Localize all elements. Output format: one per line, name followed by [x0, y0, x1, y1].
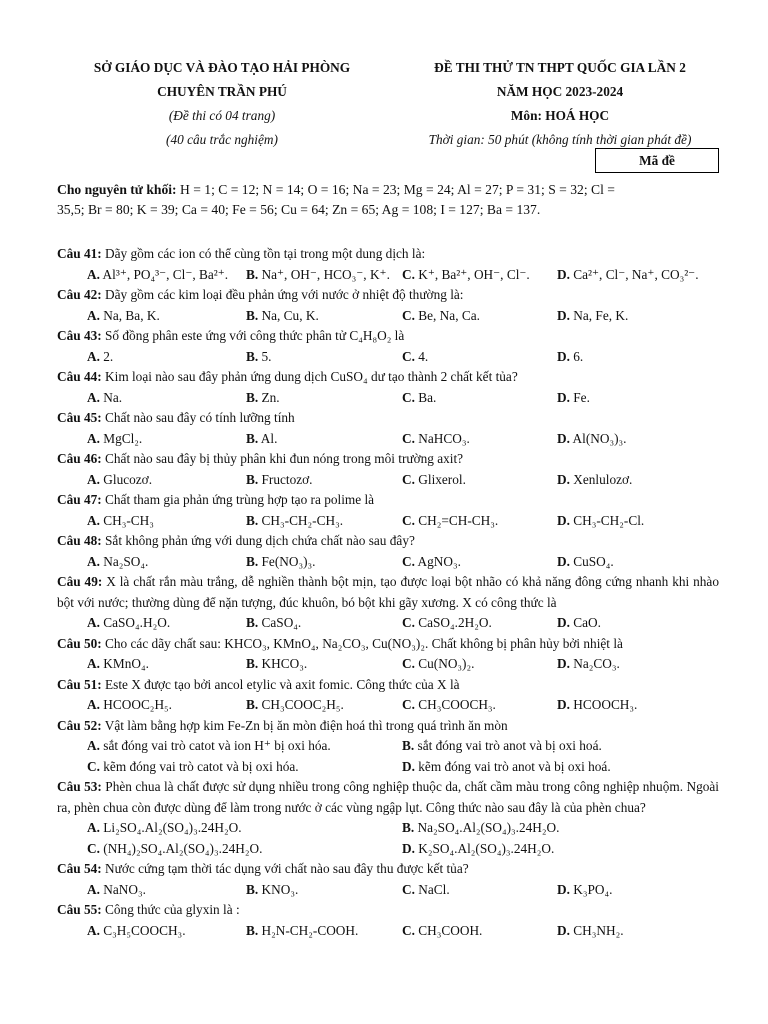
options-row	[57, 818, 719, 839]
atomic-masses-label: Cho nguyên tử khối:	[57, 182, 177, 197]
option-text: Xenlulozơ.	[573, 471, 633, 487]
answer-option[interactable]	[246, 921, 358, 942]
option-text: Al.	[260, 430, 278, 446]
question-text: Kim loại nào sau đây phản ứng dung dịch CuSO₄ dư tạo thành 2 chất kết tủa?	[101, 369, 518, 384]
option-text: 2.	[103, 348, 114, 364]
question-stem	[57, 675, 719, 696]
option-text: Na, Ba, K.	[103, 307, 160, 323]
options-row	[57, 265, 719, 286]
option-text: CuSO₄.	[573, 553, 614, 569]
option-letter: D.	[557, 922, 570, 938]
question-stem	[57, 634, 719, 655]
question	[57, 859, 719, 900]
answer-option[interactable]	[87, 552, 148, 573]
question-text: Sắt không phản ứng với dung dịch chứa chất nào sau đây?	[101, 533, 415, 548]
option-letter: C.	[87, 758, 100, 774]
answer-option[interactable]	[402, 429, 470, 450]
question-number: Câu 52:	[57, 717, 102, 733]
answer-option[interactable]	[246, 654, 307, 675]
answer-option[interactable]	[246, 470, 313, 491]
option-letter: D.	[402, 758, 415, 774]
option-letter: C.	[402, 881, 415, 897]
option-text: Na, Cu, K.	[261, 307, 319, 323]
option-letter: C.	[402, 348, 415, 364]
option-letter: D.	[557, 266, 570, 282]
option-letter: D.	[557, 348, 570, 364]
answer-option[interactable]	[557, 388, 590, 409]
school-name: CHUYÊN TRẦN PHÚ	[157, 84, 287, 99]
option-letter: C.	[402, 553, 415, 569]
exam-code-box: Mã đề	[595, 148, 719, 173]
option-text: kẽm đóng vai trò catot và bị oxi hóa.	[103, 758, 299, 774]
answer-option[interactable]	[87, 757, 299, 778]
option-text: Na₂SO₄.Al₂(SO₄)₃.24H₂O.	[417, 820, 560, 835]
question	[57, 244, 719, 285]
option-text: KHCO₃.	[261, 656, 308, 671]
option-text: K⁺, Ba²⁺, OH⁻, Cl⁻.	[418, 266, 530, 282]
option-text: CH₃-CH₃	[103, 512, 154, 528]
options-row	[57, 921, 719, 942]
question-text: X là chất rắn màu trắng, dễ nghiền thành bột mịn, tạo được loại bột nhão có khả năng đông cứng nhanh khi nhào bột với nước; thường dùng để nặn tượng, đúc khuôn, bó bột khi gãy xương. X có công thức là	[57, 574, 719, 610]
answer-option[interactable]	[557, 695, 637, 716]
option-letter: A.	[87, 615, 100, 630]
answer-option[interactable]	[557, 921, 624, 942]
option-text: CH₃-CH₂-Cl.	[573, 512, 645, 528]
option-text: KNO₃.	[261, 881, 299, 897]
option-text: CaSO₄.H₂O.	[103, 615, 171, 630]
answer-option[interactable]	[557, 613, 601, 634]
question-text: Vật làm bằng hợp kim Fe-Zn bị ăn mòn điện hoá thì trong quá trình ăn mòn	[101, 717, 508, 733]
question-stem	[57, 367, 719, 388]
option-letter: C.	[402, 656, 415, 671]
option-letter: A.	[87, 389, 100, 405]
question	[57, 326, 719, 367]
atomic-masses-line1: H = 1; C = 12; N = 14; O = 16; Na = 23; Mg = 24; Al = 27; P = 31; S = 32; Cl =	[176, 182, 615, 197]
answer-option[interactable]	[87, 511, 154, 532]
option-text: Al³⁺, PO₄³⁻, Cl⁻, Ba²⁺.	[102, 266, 229, 282]
option-text: AgNO₃.	[417, 553, 461, 569]
question-list	[57, 244, 719, 941]
question-number: Câu 51:	[57, 676, 102, 692]
option-text: Glixerol.	[418, 471, 466, 487]
question-stem	[57, 859, 719, 880]
option-text: Na⁺, OH⁻, HCO₃⁻, K⁺.	[261, 266, 390, 282]
options-row	[57, 757, 719, 778]
answer-option[interactable]	[87, 388, 122, 409]
answer-option[interactable]	[402, 306, 480, 327]
option-text: NaHCO₃.	[418, 430, 470, 446]
answer-option[interactable]	[402, 818, 559, 839]
answer-option[interactable]	[87, 429, 142, 450]
question-number: Câu 49:	[57, 574, 103, 589]
options-row	[57, 839, 719, 860]
question-number: Câu 42:	[57, 287, 102, 302]
answer-option[interactable]	[246, 347, 272, 368]
option-text: Fe(NO₃)₃.	[261, 553, 316, 569]
answer-option[interactable]	[402, 552, 461, 573]
question	[57, 716, 719, 778]
option-text: (NH₄)₂SO₄.Al₂(SO₄)₃.24H₂O.	[103, 840, 263, 856]
question-text: Chất tham gia phản ứng trùng hợp tạo ra polime là	[101, 492, 375, 507]
option-letter: B.	[246, 266, 259, 282]
option-text: Na, Fe, K.	[573, 307, 629, 323]
answer-option[interactable]	[402, 470, 466, 491]
answer-option[interactable]	[402, 654, 474, 675]
question	[57, 531, 719, 572]
option-letter: B.	[246, 307, 259, 323]
option-letter: A.	[87, 266, 100, 282]
answer-option[interactable]	[87, 839, 262, 860]
question-stem	[57, 900, 719, 921]
option-text: 5.	[261, 348, 272, 364]
answer-option[interactable]	[557, 880, 612, 901]
exam-title: ĐỀ THI THỬ TN THPT QUỐC GIA LẦN 2	[434, 60, 686, 75]
question-number: Câu 47:	[57, 492, 102, 507]
atomic-masses	[57, 180, 719, 220]
duration: Thời gian: 50 phút (không tính thời gian phát đề)	[428, 132, 692, 147]
question	[57, 777, 719, 859]
answer-option[interactable]	[246, 880, 298, 901]
question-number: Câu 43:	[57, 328, 102, 343]
option-text: Fe.	[573, 389, 590, 405]
question-number: Câu 41:	[57, 246, 102, 261]
question-stem	[57, 408, 719, 429]
answer-option[interactable]	[557, 429, 627, 450]
question-text: Chất nào sau đây bị thủy phân khi đun nóng trong môi trường axit?	[101, 451, 464, 466]
options-row	[57, 347, 719, 368]
option-text: CaO.	[573, 615, 601, 630]
question	[57, 490, 719, 531]
option-letter: B.	[402, 820, 415, 835]
answer-option[interactable]	[246, 388, 280, 409]
option-letter: A.	[87, 553, 100, 569]
question	[57, 367, 719, 408]
question	[57, 449, 719, 490]
option-letter: B.	[246, 697, 259, 712]
answer-option[interactable]	[246, 613, 301, 634]
option-letter: B.	[246, 471, 259, 487]
option-letter: A.	[87, 738, 100, 753]
question-number: Câu 54:	[57, 861, 102, 876]
answer-option[interactable]	[557, 511, 644, 532]
option-text: HCOOCH₃.	[573, 697, 638, 712]
answer-option[interactable]	[87, 347, 113, 368]
question	[57, 408, 719, 449]
option-text: Al(NO₃)₃.	[572, 430, 627, 446]
option-text: Na₂CO₃.	[573, 656, 620, 671]
answer-option[interactable]	[87, 921, 186, 942]
option-letter: D.	[557, 471, 570, 487]
option-letter: C.	[402, 697, 415, 712]
option-letter: C.	[402, 430, 415, 446]
answer-option[interactable]	[402, 921, 482, 942]
option-letter: B.	[246, 430, 259, 446]
options-row	[57, 388, 719, 409]
answer-option[interactable]	[557, 347, 583, 368]
option-text: kẽm đóng vai trò anot và bị oxi hoá.	[418, 758, 611, 774]
option-text: sắt đóng vai trò anot và bị oxi hoá.	[417, 738, 602, 753]
option-letter: A.	[87, 656, 100, 671]
option-text: MgCl₂.	[103, 430, 143, 446]
options-row	[57, 695, 719, 716]
answer-option[interactable]	[402, 695, 496, 716]
question-text: Chất nào sau đây có tính lưỡng tính	[101, 410, 295, 425]
options-row	[57, 880, 719, 901]
question-stem	[57, 449, 719, 470]
options-row	[57, 552, 719, 573]
subject: Môn: HOÁ HỌC	[510, 108, 610, 123]
option-text: HCOOC₂H₅.	[103, 697, 173, 712]
option-letter: A.	[87, 348, 100, 364]
option-letter: C.	[402, 266, 415, 282]
question	[57, 900, 719, 941]
question-text: Este X được tạo bởi ancol etylic và axit fomic. Công thức của X là	[101, 676, 460, 692]
answer-option[interactable]	[402, 839, 554, 860]
question-text: Công thức của glyxin là :	[101, 902, 240, 917]
answer-option[interactable]	[557, 470, 632, 491]
options-row	[57, 429, 719, 450]
option-letter: D.	[557, 656, 570, 671]
option-letter: A.	[87, 471, 100, 487]
question-stem	[57, 531, 719, 552]
option-letter: A.	[87, 881, 100, 897]
option-text: CH₃NH₂.	[573, 922, 624, 938]
answer-option[interactable]	[402, 736, 602, 757]
answer-option[interactable]	[557, 306, 628, 327]
question-number: Câu 44:	[57, 369, 102, 384]
option-text: 6.	[573, 348, 584, 364]
option-letter: C.	[402, 615, 415, 630]
option-text: sắt đóng vai trò catot và ion H⁺ bị oxi hóa.	[103, 738, 331, 753]
answer-option[interactable]	[402, 880, 450, 901]
answer-option[interactable]	[557, 654, 620, 675]
question-number: Câu 53:	[57, 779, 102, 794]
option-letter: B.	[246, 615, 259, 630]
option-letter: A.	[87, 922, 100, 938]
question-count-note: (40 câu trắc nghiệm)	[166, 132, 278, 147]
option-text: H₂N-CH₂-COOH.	[261, 922, 359, 938]
answer-option[interactable]	[246, 429, 277, 450]
atomic-masses-line2: 35,5; Br = 80; K = 39; Ca = 40; Fe = 56; Cu = 64; Zn = 65; Ag = 108; I = 127; Ba = 137.	[57, 202, 541, 217]
option-letter: A.	[87, 307, 100, 323]
answer-option[interactable]	[87, 613, 170, 634]
question-text: Số đồng phân este ứng với công thức phân tử C₄H₈O₂ là	[101, 328, 405, 343]
question-stem	[57, 777, 719, 818]
option-letter: D.	[402, 840, 415, 856]
option-letter: B.	[246, 656, 259, 671]
option-text: CH₃COOH.	[418, 922, 483, 938]
option-letter: B.	[246, 512, 259, 528]
question	[57, 634, 719, 675]
option-letter: C.	[402, 307, 415, 323]
answer-option[interactable]	[246, 552, 316, 573]
answer-option[interactable]	[402, 757, 611, 778]
option-text: C₃H₅COOCH₃.	[103, 922, 186, 938]
answer-option[interactable]	[87, 818, 242, 839]
options-row	[57, 470, 719, 491]
option-text: 4.	[418, 348, 429, 364]
option-text: Ca²⁺, Cl⁻, Na⁺, CO₃²⁻.	[573, 266, 699, 282]
question-text: Cho các dãy chất sau: KHCO₃, KMnO₄, Na₂CO₃, Cu(NO₃)₂. Chất không bị phân hủy bởi nhiệt là	[101, 635, 623, 651]
option-text: CH₃-CH₂-CH₃.	[261, 512, 344, 528]
option-letter: D.	[557, 881, 570, 897]
option-letter: A.	[87, 697, 100, 712]
option-text: Fructozơ.	[261, 471, 313, 487]
question-number: Câu 50:	[57, 635, 102, 651]
option-text: Li₂SO₄.Al₂(SO₄)₃.24H₂O.	[103, 820, 242, 835]
answer-option[interactable]	[246, 306, 319, 327]
answer-option[interactable]	[402, 265, 530, 286]
option-letter: B.	[402, 738, 415, 753]
option-letter: C.	[402, 922, 415, 938]
answer-option[interactable]	[87, 654, 149, 675]
options-row	[57, 736, 719, 757]
question-stem	[57, 490, 719, 511]
answer-option[interactable]	[402, 511, 498, 532]
question-stem	[57, 285, 719, 306]
option-letter: D.	[557, 307, 570, 323]
option-text: K₃PO₄.	[573, 881, 613, 897]
option-text: Na₂SO₄.	[103, 553, 149, 569]
option-letter: C.	[87, 840, 100, 856]
option-text: Na.	[103, 389, 123, 405]
page-count-note: (Đề thi có 04 trang)	[168, 108, 276, 123]
answer-option[interactable]	[87, 265, 228, 286]
question	[57, 675, 719, 716]
question-text: Dãy gồm các kim loại đều phản ứng với nước ở nhiệt độ thường là:	[101, 287, 464, 302]
option-letter: B.	[246, 553, 259, 569]
school-year: NĂM HỌC 2023-2024	[496, 84, 624, 99]
answer-option[interactable]	[402, 613, 492, 634]
options-row	[57, 511, 719, 532]
option-letter: D.	[557, 615, 570, 630]
option-text: Glucozơ.	[103, 471, 153, 487]
department-name: SỞ GIÁO DỤC VÀ ĐÀO TẠO HẢI PHÒNG	[93, 60, 351, 75]
option-letter: B.	[246, 389, 259, 405]
question-stem	[57, 244, 719, 265]
option-letter: B.	[246, 922, 259, 938]
answer-option[interactable]	[87, 880, 146, 901]
option-text: NaCl.	[418, 881, 450, 897]
question-number: Câu 48:	[57, 533, 102, 548]
option-text: KMnO₄.	[103, 656, 149, 671]
answer-option[interactable]	[402, 388, 436, 409]
question-text: Nước cứng tạm thời tác dụng với chất nào sau đây thu được kết tủa?	[101, 861, 469, 876]
answer-option[interactable]	[87, 695, 172, 716]
option-letter: D.	[557, 553, 570, 569]
option-letter: D.	[557, 430, 570, 446]
option-letter: D.	[557, 389, 570, 405]
question	[57, 285, 719, 326]
option-text: Zn.	[261, 389, 280, 405]
question-stem	[57, 572, 719, 613]
options-row	[57, 613, 719, 634]
option-letter: A.	[87, 820, 100, 835]
question-stem	[57, 716, 719, 737]
answer-option[interactable]	[87, 736, 331, 757]
option-text: CH₂=CH-CH₃.	[418, 512, 499, 528]
option-letter: B.	[246, 881, 259, 897]
option-text: Cu(NO₃)₂.	[418, 656, 475, 671]
option-text: CaSO₄.2H₂O.	[418, 615, 492, 630]
option-text: K₂SO₄.Al₂(SO₄)₃.24H₂O.	[418, 840, 555, 856]
answer-option[interactable]	[557, 265, 699, 286]
option-letter: C.	[402, 471, 415, 487]
question-number: Câu 55:	[57, 902, 102, 917]
question	[57, 572, 719, 634]
option-text: CH₃COOC₂H₅.	[261, 697, 344, 712]
answer-option[interactable]	[246, 695, 344, 716]
option-text: Be, Na, Ca.	[418, 307, 480, 323]
answer-option[interactable]	[402, 347, 428, 368]
question-stem	[57, 326, 719, 347]
option-text: CaSO₄.	[261, 615, 302, 630]
answer-option[interactable]	[246, 265, 390, 286]
option-text: CH₃COOCH₃.	[418, 697, 496, 712]
options-row	[57, 306, 719, 327]
option-text: NaNO₃.	[103, 881, 146, 897]
option-letter: C.	[402, 389, 415, 405]
answer-option[interactable]	[87, 306, 160, 327]
option-letter: B.	[246, 348, 259, 364]
question-text: Phèn chua là chất được sử dụng nhiều trong công nghiệp thuộc da, chất cầm màu trong công nghiệp nhuộm. Ngoài ra, phèn chua còn được dùng để làm trong nước ở các vùng ngập lụt. Công thức nào sau đây là của phèn chua?	[57, 779, 719, 815]
option-letter: D.	[557, 697, 570, 712]
question-number: Câu 45:	[57, 410, 102, 425]
options-row	[57, 654, 719, 675]
option-letter: A.	[87, 512, 100, 528]
option-text: Ba.	[418, 389, 437, 405]
option-letter: C.	[402, 512, 415, 528]
question-text: Dãy gồm các ion có thể cùng tồn tại trong một dung dịch là:	[101, 246, 426, 261]
answer-option[interactable]	[87, 470, 152, 491]
option-letter: D.	[557, 512, 570, 528]
answer-option[interactable]	[557, 552, 614, 573]
question-number: Câu 46:	[57, 451, 102, 466]
answer-option[interactable]	[246, 511, 343, 532]
option-letter: A.	[87, 430, 100, 446]
